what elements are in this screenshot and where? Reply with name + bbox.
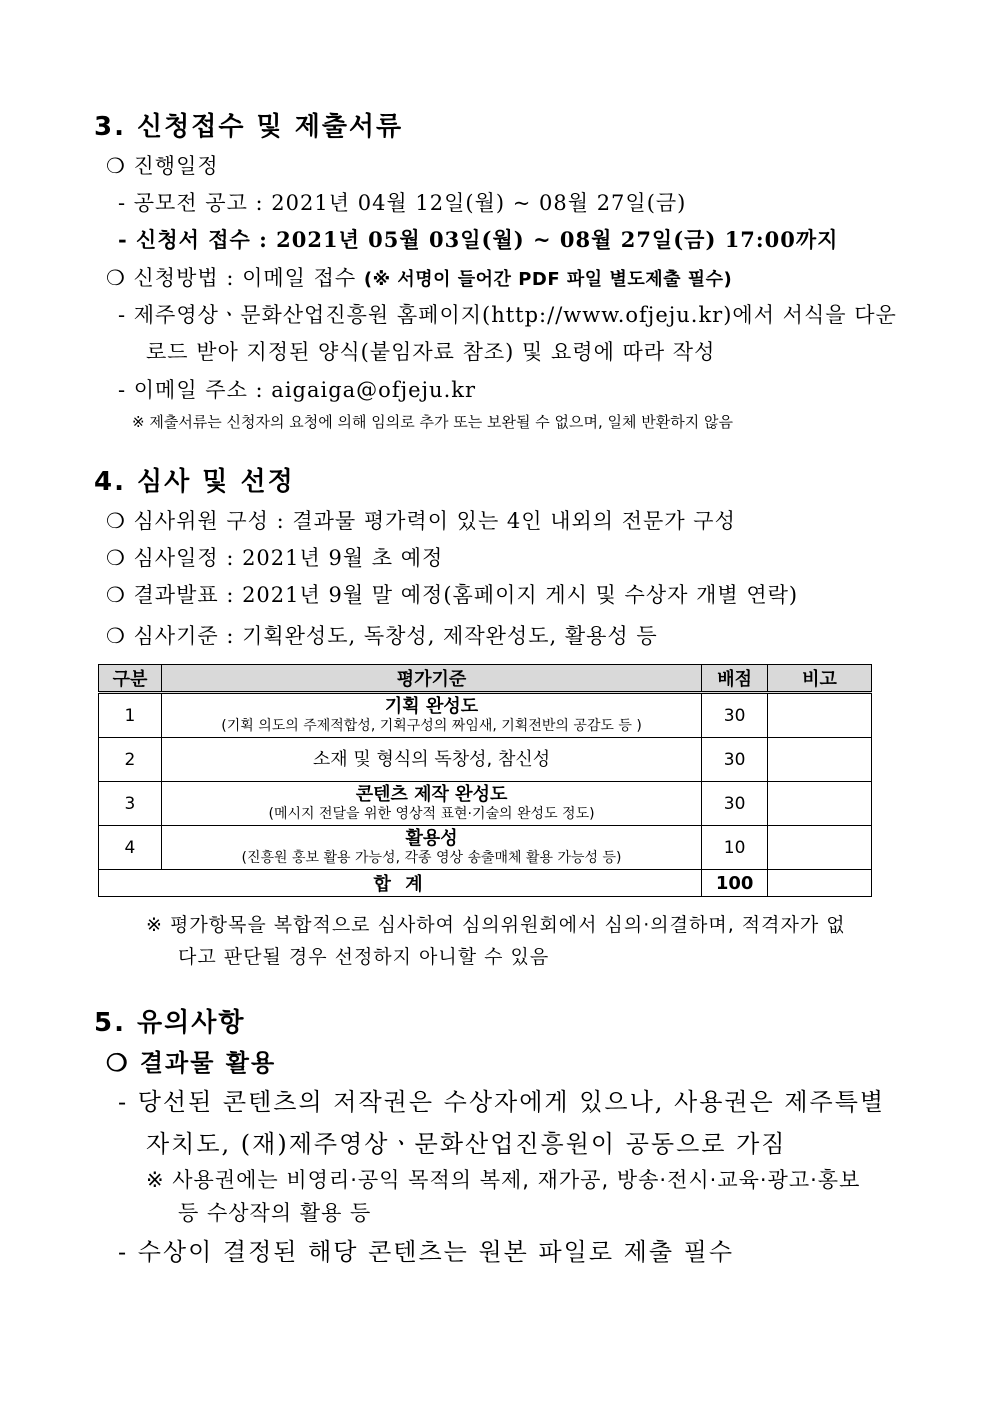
table-total-row — [99, 870, 872, 897]
row-number: 2 — [99, 738, 162, 782]
schedule-item-application: - 신청서 접수 : 2021년 05월 03일(월) ~ 08월 27일(금) 17:00까지 — [118, 227, 839, 252]
criteria-title: 활용성 — [405, 827, 458, 849]
criteria-cell — [161, 826, 701, 870]
header-score: 배점 — [702, 665, 768, 693]
criteria-title: 콘텐츠 제작 완성도 — [355, 783, 508, 805]
method-detail-line-1: - 제주영상ㆍ문화산업진흥원 홈페이지(http://www.ofjeju.kr)에서 서식을 다운 — [118, 303, 897, 327]
section-5-heading: 5. 유의사항 — [94, 1008, 246, 1038]
total-label: 합 계 — [99, 870, 702, 897]
criteria-detail: (기획 의도의 주제적합성, 기획구성의 짜임새, 기획전반의 공감도 등 ) — [221, 717, 642, 734]
application-method-emphasis: (※ 서명이 들어간 PDF 파일 별도제출 필수) — [363, 269, 733, 290]
submission-note: ※ 제출서류는 신청자의 요청에 의해 임의로 추가 또는 보완될 수 없으며, 일체 반환하지 않음 — [132, 413, 733, 431]
score-cell: 30 — [702, 738, 768, 782]
row-number: 1 — [99, 693, 162, 738]
header-criteria: 평가기준 — [161, 665, 701, 693]
criteria-title: 소재 및 형식의 독창성, 참신성 — [312, 748, 551, 770]
result-announcement-bullet: ❍ 결과발표 : 2021년 9월 말 예정(홈페이지 게시 및 수상자 개별 연락) — [106, 583, 799, 607]
schedule-item-announcement: - 공모전 공고 : 2021년 04월 12일(월) ~ 08월 27일(금) — [118, 191, 687, 215]
header-remarks: 비고 — [768, 665, 872, 693]
usage-item-1-line-2: 자치도, (재)제주영상ㆍ문화산업진흥원이 공동으로 가짐 — [146, 1130, 787, 1158]
criteria-cell — [161, 782, 701, 826]
header-category: 구분 — [99, 665, 162, 693]
remarks-cell — [768, 693, 872, 738]
criteria-cell — [161, 738, 701, 782]
result-usage-bullet: ❍ 결과물 활용 — [106, 1048, 277, 1077]
score-cell: 30 — [702, 782, 768, 826]
method-detail-line-2: 로드 받아 지정된 양식(붙임자료 참조) 및 요령에 따라 작성 — [146, 340, 716, 364]
table-row — [99, 693, 872, 738]
total-remarks — [768, 870, 872, 897]
table-row — [99, 782, 872, 826]
application-method-text: ❍ 신청방법 : 이메일 접수 — [106, 266, 364, 290]
email-address-line: - 이메일 주소 : aigaiga@ofjeju.kr — [118, 378, 477, 402]
row-number: 4 — [99, 826, 162, 870]
evaluation-note-line-2: 다고 판단될 경우 선정하지 아니할 수 있음 — [178, 946, 550, 968]
usage-item-2: - 수상이 결정된 해당 콘텐츠는 원본 파일로 제출 필수 — [118, 1238, 735, 1266]
usage-item-1-line-1: - 당선된 콘텐츠의 저작권은 수상자에게 있으나, 사용권은 제주특별 — [118, 1088, 886, 1116]
schedule-title: ❍ 진행일정 — [106, 154, 219, 178]
section-4-heading: 4. 심사 및 선정 — [94, 467, 295, 497]
remarks-cell — [768, 782, 872, 826]
remarks-cell — [768, 826, 872, 870]
application-method — [106, 262, 732, 292]
usage-note-line-1: ※ 사용권에는 비영리·공익 목적의 복제, 재가공, 방송·전시·교육·광고·홍보 — [146, 1168, 861, 1192]
review-criteria-bullet: ❍ 심사기준 : 기획완성도, 독창성, 제작완성도, 활용성 등 — [106, 624, 658, 648]
score-cell: 10 — [702, 826, 768, 870]
evaluation-criteria-table — [98, 664, 872, 897]
table-row — [99, 826, 872, 870]
usage-note-line-2: 등 수상작의 활용 등 — [178, 1201, 372, 1225]
criteria-title: 기획 완성도 — [384, 695, 479, 717]
table-row — [99, 738, 872, 782]
score-cell: 30 — [702, 693, 768, 738]
remarks-cell — [768, 738, 872, 782]
row-number: 3 — [99, 782, 162, 826]
criteria-cell — [161, 693, 701, 738]
review-schedule-bullet: ❍ 심사일정 : 2021년 9월 초 예정 — [106, 546, 444, 570]
review-committee-bullet: ❍ 심사위원 구성 : 결과물 평가력이 있는 4인 내외의 전문가 구성 — [106, 509, 736, 533]
criteria-detail: (메시지 전달을 위한 영상적 표현·기술의 완성도 정도) — [268, 805, 595, 822]
section-3-heading: 3. 신청접수 및 제출서류 — [94, 112, 404, 142]
total-score: 100 — [702, 870, 768, 897]
criteria-detail: (진흥원 홍보 활용 가능성, 각종 영상 송출매체 활용 가능성 등) — [241, 849, 622, 866]
evaluation-note-line-1: ※ 평가항목을 복합적으로 심사하여 심의위원회에서 심의·의결하며, 적격자가 없 — [146, 914, 846, 936]
